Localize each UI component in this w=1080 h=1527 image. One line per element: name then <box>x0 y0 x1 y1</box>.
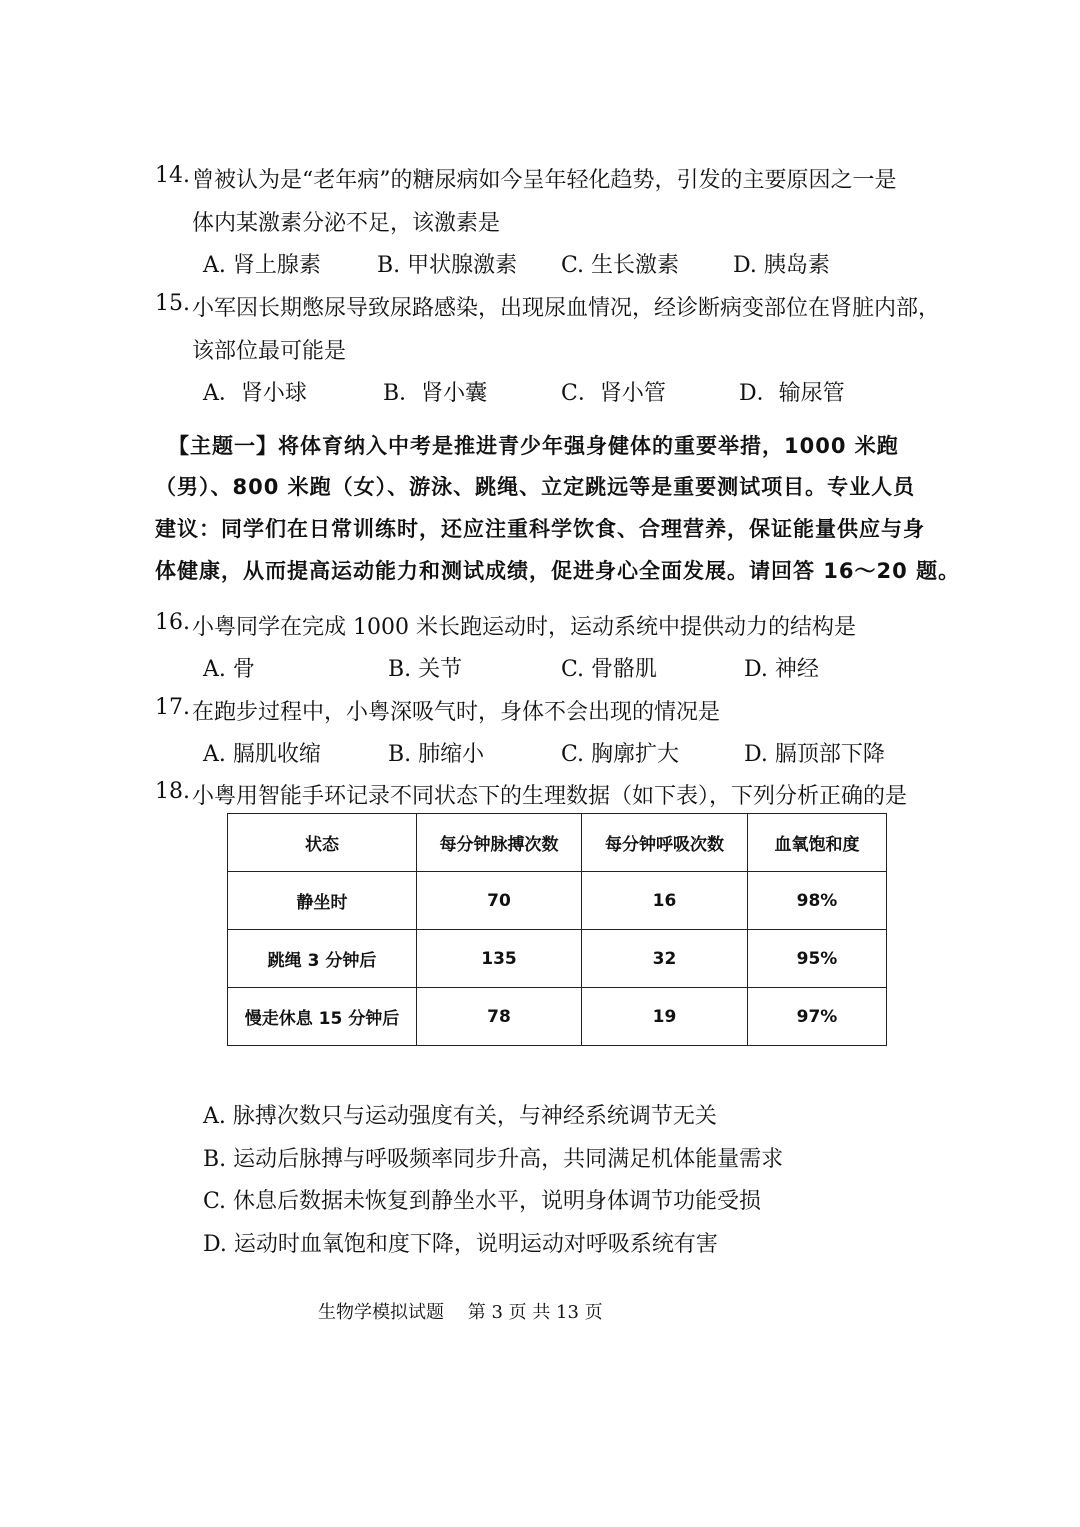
q17-text: 在跑步过程中，小粤深吸气时，身体不会出现的情况是 <box>192 700 721 725</box>
q17-option-c: C. 胸廓扩大 <box>561 742 680 767</box>
table-row <box>228 988 887 1046</box>
q14-option-d: D. 胰岛素 <box>733 253 830 278</box>
theme-line1: 【主题一】将体育纳入中考是推进青少年强身健体的重要举措，1000 米跑 <box>168 434 899 458</box>
q17-option-a: A. 膈肌收缩 <box>203 742 321 767</box>
theme-line2: （男）、800 米跑（女）、游泳、跳绳、立定跳远等是重要测试项目。专业人员 <box>155 475 916 499</box>
page-footer: 生物学模拟试题 第 3 页 共 13 页 <box>318 1302 603 1323</box>
q18-option-b: B. 运动后脉搏与呼吸频率同步升高，共同满足机体能量需求 <box>203 1147 784 1172</box>
q17-option-d: D. 膈顶部下降 <box>744 742 885 767</box>
table-cell: 98% <box>748 872 887 930</box>
q14-option-a: A. 肾上腺素 <box>203 253 321 278</box>
q15-text-line2: 该部位最可能是 <box>192 339 347 364</box>
table-cell: 78 <box>417 988 582 1046</box>
table-cell: 97% <box>748 988 887 1046</box>
q15-option-a: A．肾小球 <box>203 381 307 406</box>
theme-line3: 建议：同学们在日常训练时，还应注重科学饮食、合理营养，保证能量供应与身 <box>155 517 925 541</box>
table-cell: 70 <box>417 872 582 930</box>
q15-option-d: D．输尿管 <box>739 381 845 406</box>
table-cell: 静坐时 <box>228 872 417 930</box>
q18-option-c: C. 休息后数据未恢复到静坐水平，说明身体调节功能受损 <box>203 1189 762 1214</box>
table-row <box>228 872 887 930</box>
q14-text-line2: 体内某激素分泌不足，该激素是 <box>192 211 501 236</box>
q14-option-c: C. 生长激素 <box>561 253 680 278</box>
table-cell: 95% <box>748 930 887 988</box>
q14-text-line1: 曾被认为是“老年病”的糖尿病如今呈年轻化趋势，引发的主要原因之一是 <box>192 168 897 193</box>
q16-text: 小粤同学在完成 1000 米长跑运动时，运动系统中提供动力的结构是 <box>192 615 856 640</box>
q15-text-line1: 小军因长期憋尿导致尿路感染，出现尿血情况，经诊断病变部位在肾脏内部， <box>192 296 941 321</box>
q14-number: 14. <box>155 163 190 188</box>
q18-option-d: D. 运动时血氧饱和度下降，说明运动对呼吸系统有害 <box>203 1232 718 1257</box>
q16-option-d: D. 神经 <box>744 657 819 682</box>
q17-option-b: B. 肺缩小 <box>388 742 485 767</box>
theme-line4: 体健康，从而提高运动能力和测试成绩，促进身心全面发展。请回答 16～20 题。 <box>155 559 961 583</box>
q16-option-b: B. 关节 <box>388 657 463 682</box>
q14-option-b: B. 甲状腺激素 <box>377 253 518 278</box>
table-row <box>228 930 887 988</box>
table-cell: 跳绳 3 分钟后 <box>228 930 417 988</box>
table-header-cell: 血氧饱和度 <box>748 814 887 872</box>
table-cell: 135 <box>417 930 582 988</box>
table-header-cell: 状态 <box>228 814 417 872</box>
table-cell: 19 <box>582 988 748 1046</box>
q15-option-c: C．肾小管 <box>561 381 666 406</box>
q18-text: 小粤用智能手环记录不同状态下的生理数据（如下表），下列分析正确的是 <box>192 784 908 809</box>
q16-option-a: A. 骨 <box>203 657 255 682</box>
table-cell: 32 <box>582 930 748 988</box>
table-cell: 慢走休息 15 分钟后 <box>228 988 417 1046</box>
table-header-cell: 每分钟脉搏次数 <box>417 814 582 872</box>
table-header-cell: 每分钟呼吸次数 <box>582 814 748 872</box>
q18-option-a: A. 脉搏次数只与运动强度有关，与神经系统调节无关 <box>203 1104 717 1129</box>
q15-number: 15. <box>155 291 190 316</box>
table-header-row <box>228 814 887 872</box>
table-cell: 16 <box>582 872 748 930</box>
q16-number: 16. <box>155 610 190 635</box>
q18-number: 18. <box>155 779 190 804</box>
q17-number: 17. <box>155 695 190 720</box>
physiology-data-table <box>227 813 887 1046</box>
q16-option-c: C. 骨骼肌 <box>561 657 658 682</box>
q15-option-b: B．肾小囊 <box>383 381 488 406</box>
